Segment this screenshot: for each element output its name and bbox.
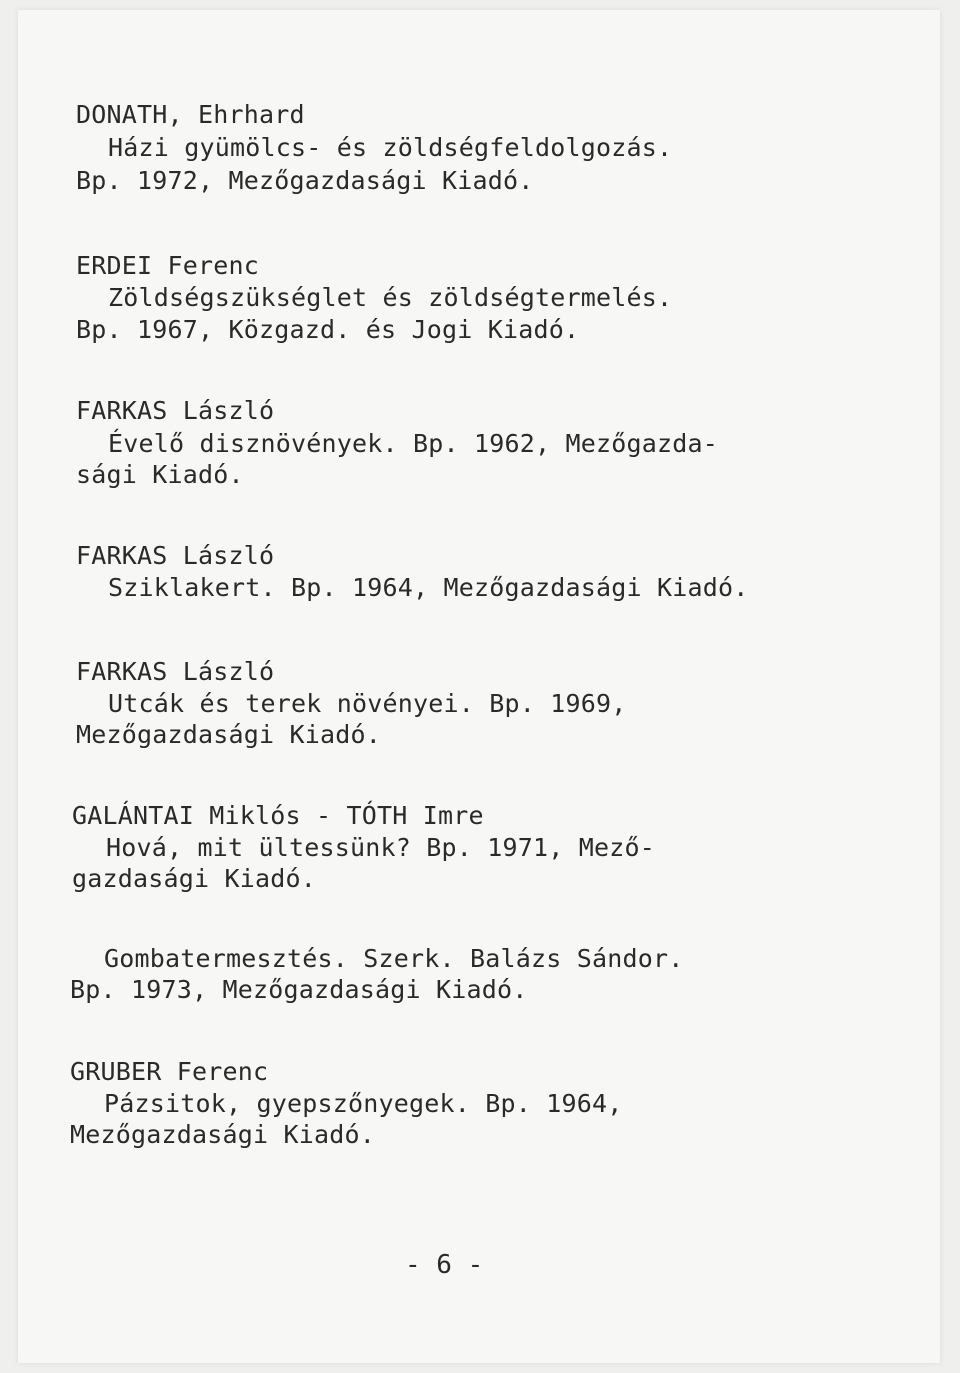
entry-title-line: Sziklakert. Bp. 1964, Mezőgazdasági Kiadó. bbox=[108, 573, 749, 602]
entry-title-line: Hová, mit ültessünk? Bp. 1971, Mező- bbox=[106, 833, 656, 862]
entry-title-line: Bp. 1972, Mezőgazdasági Kiadó. bbox=[76, 166, 534, 195]
entry-title-line: Pázsitok, gyepszőnyegek. Bp. 1964, bbox=[104, 1089, 623, 1118]
entry-title-line: Bp. 1967, Közgazd. és Jogi Kiadó. bbox=[76, 315, 580, 344]
entry-author: FARKAS László bbox=[76, 541, 275, 570]
document-page bbox=[18, 10, 940, 1363]
entry-title-line: Házi gyümölcs- és zöldségfeldolgozás. bbox=[108, 133, 673, 162]
entry-title-line: Gombatermesztés. Szerk. Balázs Sándor. bbox=[104, 944, 684, 973]
entry-title-line: Bp. 1973, Mezőgazdasági Kiadó. bbox=[70, 975, 528, 1004]
entry-author: GRUBER Ferenc bbox=[70, 1057, 269, 1086]
page-number: - 6 - bbox=[405, 1250, 484, 1280]
entry-author: ERDEI Ferenc bbox=[76, 251, 260, 280]
entry-title-line: Utcák és terek növényei. Bp. 1969, bbox=[108, 689, 627, 718]
entry-title-line: Évelő disznövények. Bp. 1962, Mezőgazda- bbox=[108, 429, 719, 458]
entry-title-line: Mezőgazdasági Kiadó. bbox=[70, 1120, 376, 1149]
entry-title-line: sági Kiadó. bbox=[76, 460, 244, 489]
entry-title-line: Zöldségszükséglet és zöldségtermelés. bbox=[108, 283, 673, 312]
entry-author: FARKAS László bbox=[76, 657, 275, 686]
entry-title-line: Mezőgazdasági Kiadó. bbox=[76, 720, 382, 749]
entry-author: FARKAS László bbox=[76, 396, 275, 425]
entry-title-line: gazdasági Kiadó. bbox=[72, 864, 317, 893]
entry-author: GALÁNTAI Miklós - TÓTH Imre bbox=[72, 801, 484, 830]
entry-author: DONATH, Ehrhard bbox=[76, 100, 305, 129]
